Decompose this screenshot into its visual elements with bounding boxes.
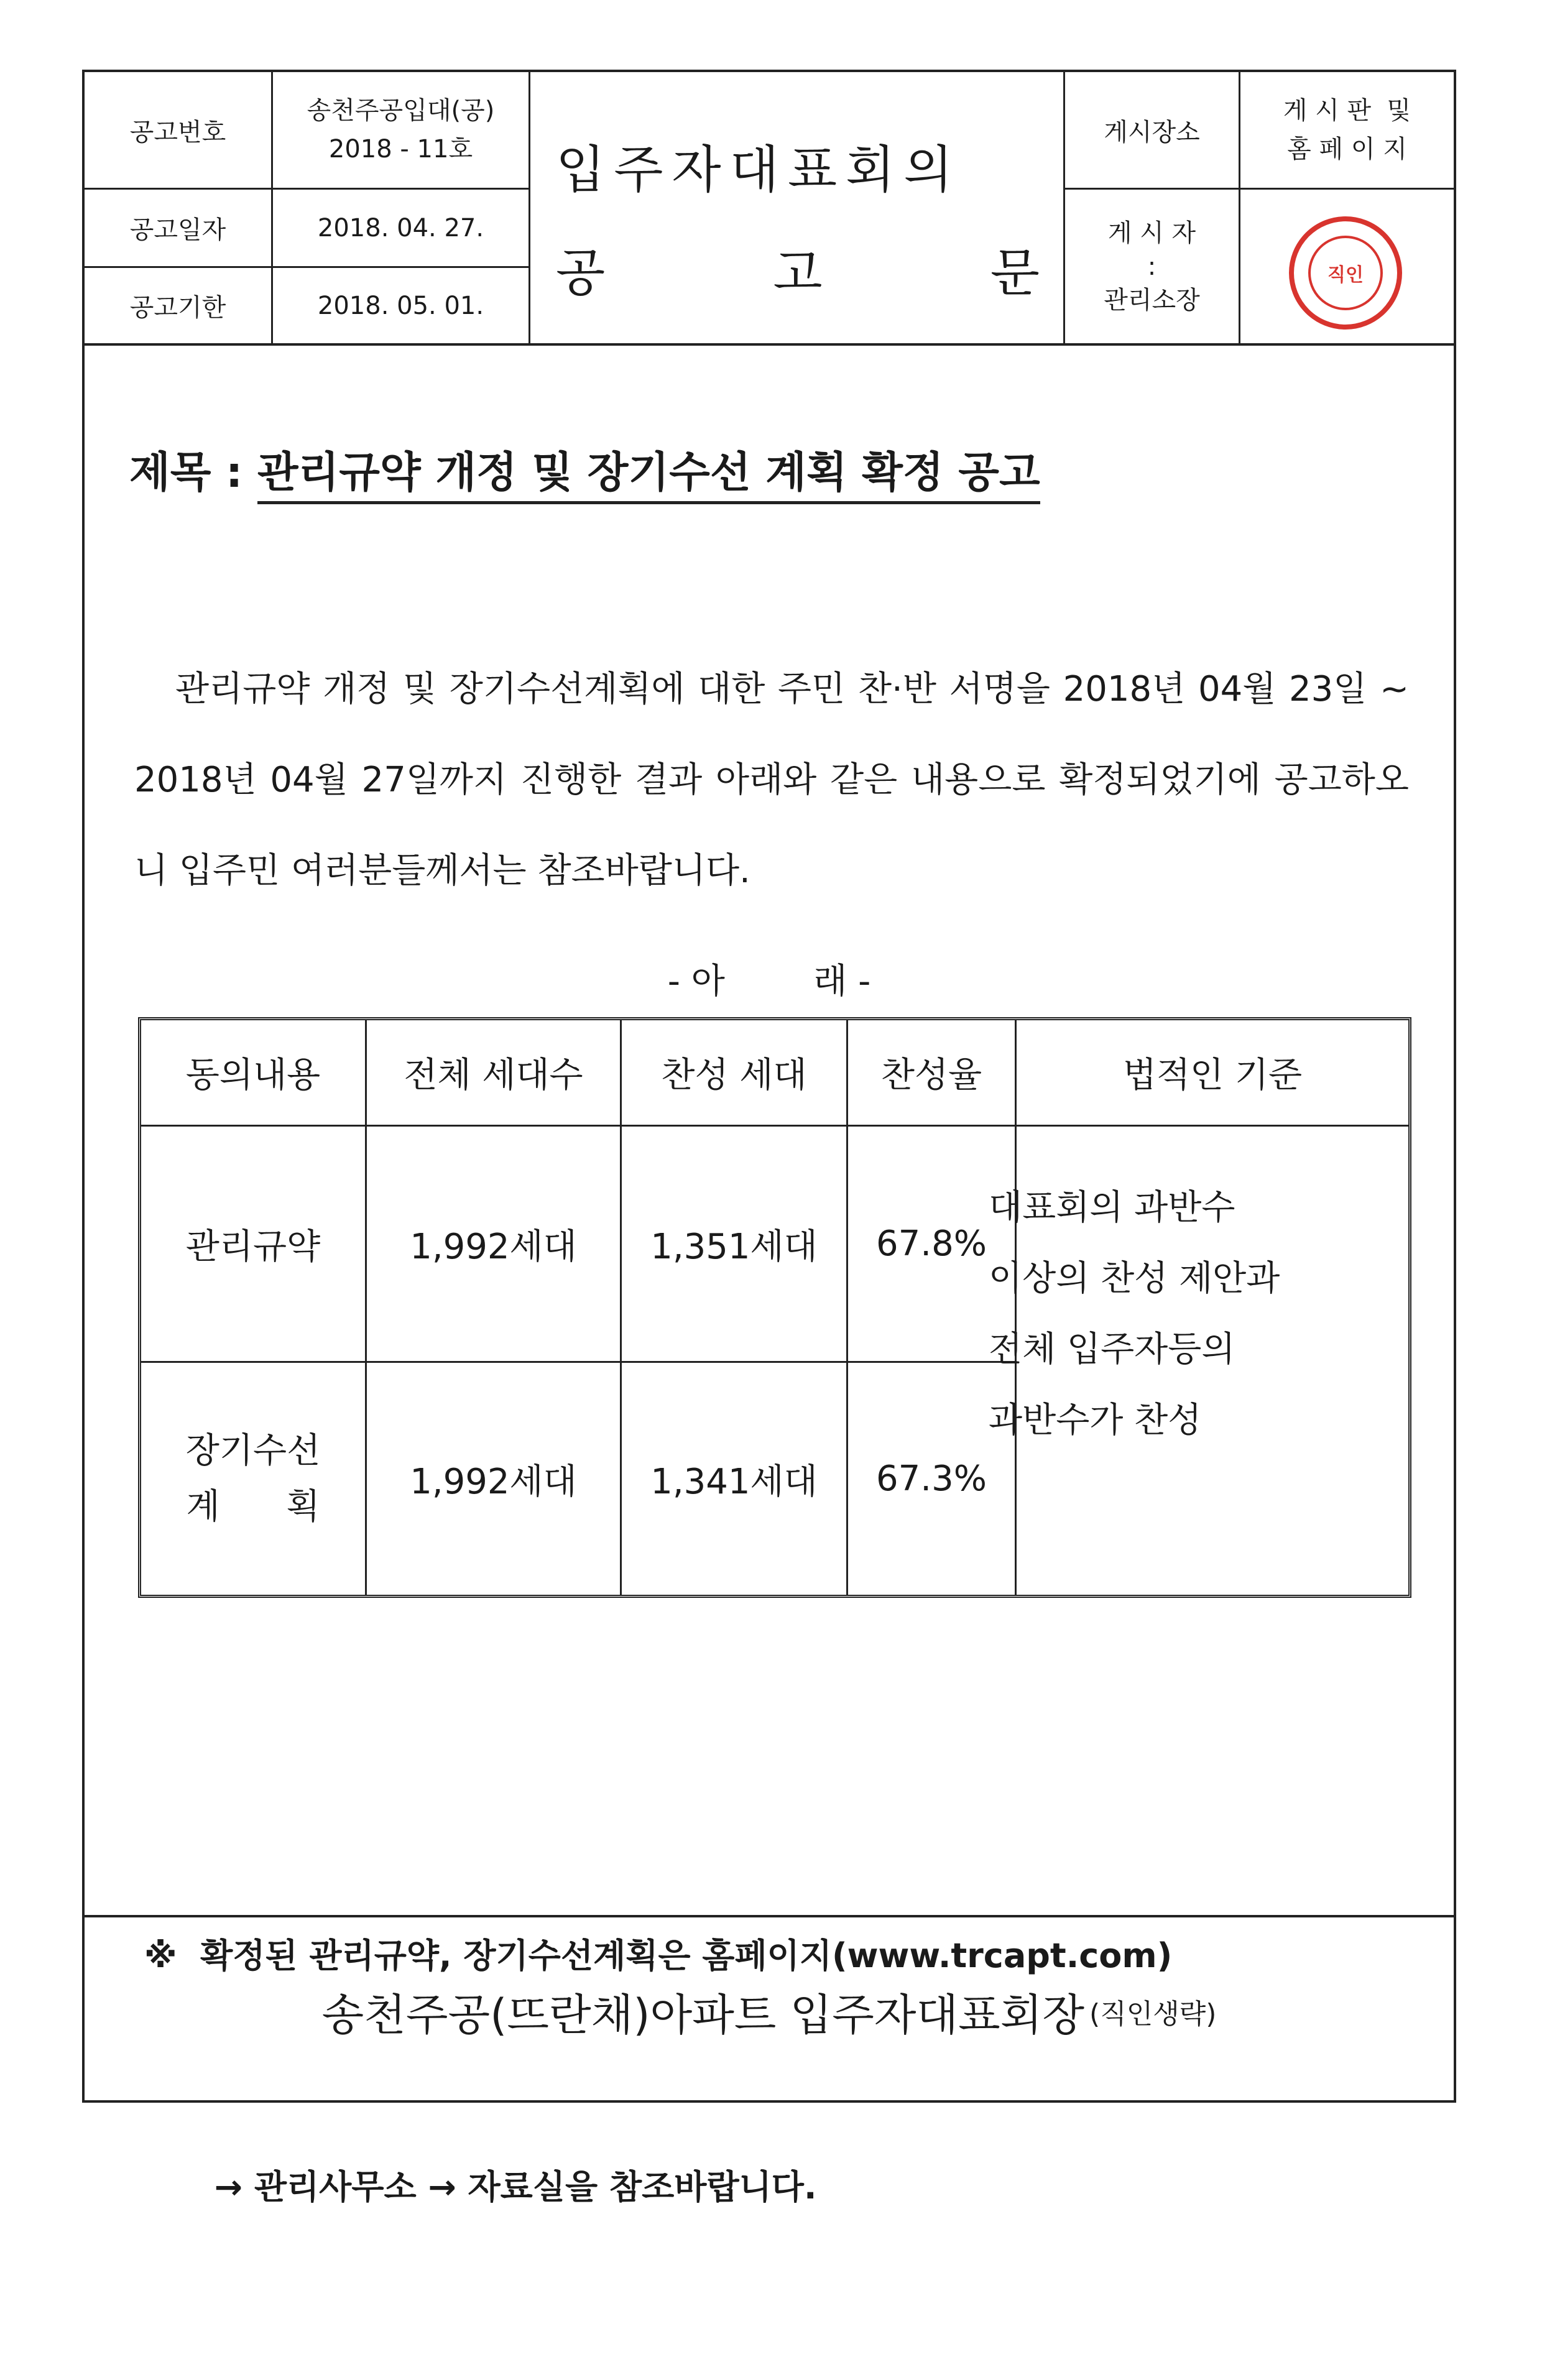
poster-label [1065, 190, 1239, 343]
legal-line: 과반수가 찬성 [989, 1400, 1202, 1441]
footer-signature: 송천주공(뜨란채)아파트 입주자대표회장 [321, 1989, 1085, 2041]
legal-criteria [989, 1173, 1349, 1456]
notice-footer [85, 1915, 1454, 2105]
posting-place-label: 게시장소 [1104, 118, 1200, 147]
doc-title-char: 문 [990, 244, 1040, 303]
posting-place-value-line1: 게 시 판 및 [1283, 96, 1411, 125]
note-line1: ※ 확정된 관리규약, 장기수선계획은 홈페이지(www.trcapt.com) [144, 1936, 1173, 1975]
table-header-cell: 법적인 기준 [1122, 1055, 1303, 1095]
row-rate: 67.8% [876, 1224, 987, 1264]
legal-line: 이상의 찬성 제안과 [989, 1258, 1280, 1299]
arae-heading: - 아 래 - [667, 961, 871, 1002]
notice-no-value-line1: 송천주공입대(공) [307, 96, 495, 125]
poster-label-line3: 관리소장 [1104, 285, 1200, 315]
notice-no-value [273, 72, 529, 188]
posting-place-value-line2: 홈 페 이 지 [1287, 135, 1407, 164]
row-total: 1,992세대 [410, 1226, 577, 1267]
table-header-cell: 찬성 세대 [661, 1055, 807, 1095]
footer-seal-omitted: (직인생략) [1089, 1998, 1217, 2030]
table-header-cell: 전체 세대수 [404, 1055, 583, 1095]
notice-no-label: 공고번호 [129, 118, 226, 147]
legal-line: 전체 입주자등의 [989, 1329, 1235, 1370]
title-prefix: 제목 : [129, 448, 257, 497]
table-header-cell: 찬성율 [880, 1055, 982, 1095]
legal-line: 대표회의 과반수 [989, 1188, 1235, 1228]
poster-label-line1: 게 시 자 [1107, 218, 1196, 247]
row-item-line1: 장기수선 [185, 1430, 321, 1471]
row-total: 1,992세대 [410, 1461, 577, 1502]
notice-period-value: 2018. 05. 01. [317, 291, 484, 320]
row-agree: 1,351세대 [650, 1226, 818, 1267]
notice-title [129, 439, 1040, 499]
row-rate: 67.3% [876, 1459, 987, 1499]
notice-header [85, 72, 1454, 346]
notice-no-value-line2: 2018 - 11호 [328, 135, 473, 164]
row-item: 관리규약 [185, 1226, 321, 1267]
notice-date-label: 공고일자 [129, 216, 226, 244]
row-agree: 1,341세대 [650, 1461, 818, 1502]
table-header-cell: 동의내용 [185, 1055, 321, 1095]
doc-title-char: 고 [773, 244, 823, 303]
posting-place-value [1240, 72, 1454, 188]
notice-date-value: 2018. 04. 27. [317, 213, 484, 242]
doc-title-line1: 입주자대표회의 [556, 141, 962, 200]
row-item [141, 1363, 365, 1595]
title-subject: 관리규약 개정 및 장기수선 계획 확정 공고 [257, 448, 1040, 504]
body-paragraph: 관리규약 개정 및 장기수선계획에 대한 주민 찬·반 서명을 2018년 04월 23일 ~ 2018년 04월 27일까지 진행한 결과 아래와 같은 내용으로 확정되었기에 공고하오니 입주민 여러분들께서는 참조바랍니다. [134, 669, 1409, 891]
official-seal-icon [1289, 216, 1402, 330]
doc-title-line2 [556, 233, 1040, 305]
poster-label-line2: : [1147, 252, 1156, 281]
doc-title-char: 공 [556, 244, 606, 303]
notice-period-label: 공고기한 [129, 293, 226, 322]
note-line2: → 관리사무소 → 자료실을 참조바랍니다. [144, 2167, 817, 2207]
seal-text: 직인 [1308, 236, 1383, 310]
notice-frame [82, 70, 1456, 2207]
row-item-line2: 계 획 [186, 1486, 320, 1527]
notice-body [134, 644, 1409, 916]
